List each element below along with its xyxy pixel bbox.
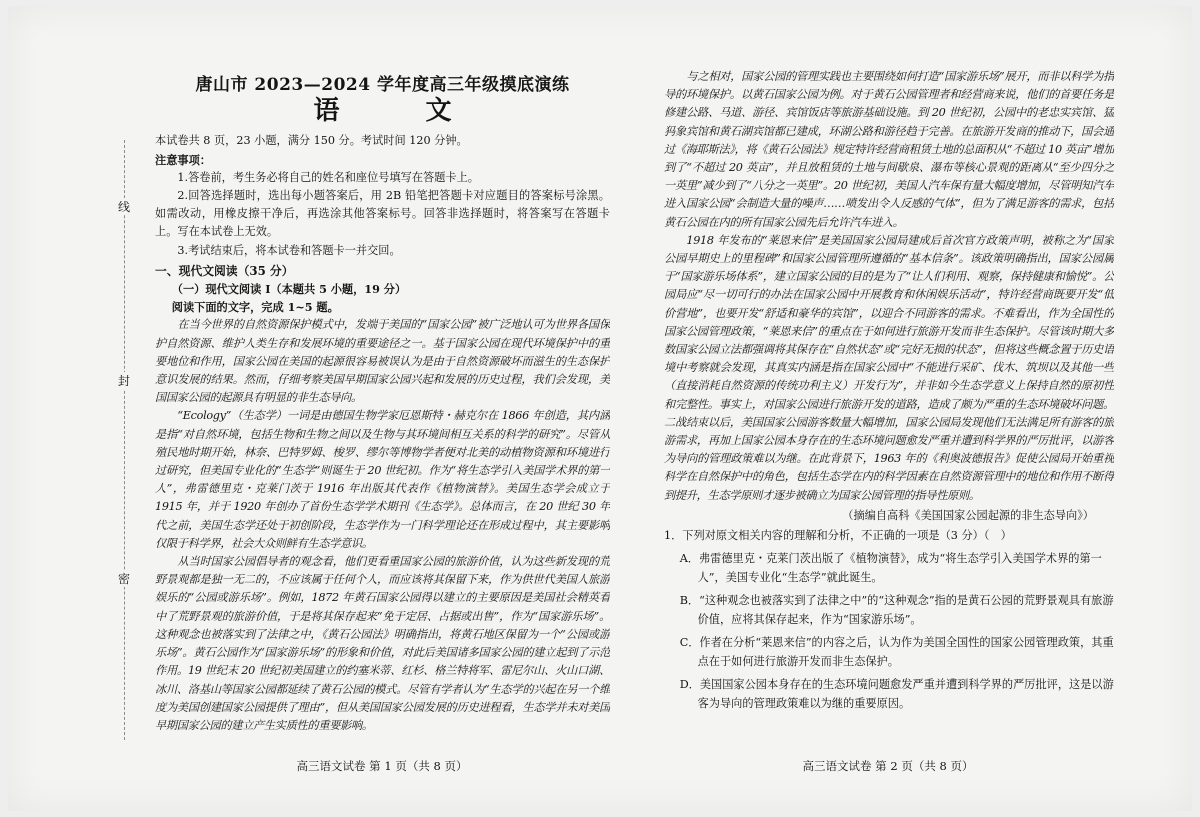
subject-title: 语 文 (313, 96, 482, 127)
page-1 (155, 70, 610, 780)
passage-paragraph: 在当今世界的自然资源保护模式中，发端于美国的“国家公园”被广泛地认可为世界各国保护自然资源、维护人类生存和发展环境的重要途径之一。基于国家公园在现代环境保护中的重要地位和作用，国家公园在美国的起源很容易被误认为是由于自然资源破坏而滋生的生态保护意识发展的结果。然而，仔细考察美国早期国家公园兴起和发展的历史过程，我们会发现，美国国家公园的起源具有明显的非生态导向。 (155, 318, 610, 405)
passage-paragraph: 1918 年发布的“莱恩来信”是美国国家公园局建成后首次官方政策声明，被称之为“国家公园早期史上的里程碑”和国家公园管理所遵循的“基本信条”。该政策明确指出，国家公园属于“国家游乐场体系”，建立国家公园的目的是为了“让人们利用、观察，保持健康和愉悦”。公园局应“尽一切可行的办法在国家公园中开展教育和休闲娱乐活动”，特许经营商既要开发“低价营地”，也要开发“舒适和豪华的宾馆”，以迎合不同游客的需求。不难看出，作为全国性的国家公园管理政策，“莱恩来信”的重点在于如何进行旅游开发而非生态保护。尽管该时期大多数国家公园立法都强调将其保存在“自然状态”或“完好无损的状态”，但将这些概念置于历史语境中考察就会发现，其真实内涵是指在国家公园中“不能进行采矿、伐木、筑坝以及其他一些（直接消耗自然资源的传统功利主义）开发行为”，并非如今生态学意义上保持自然的原初性和完整性。事实上，对国家公园进行旅游开发的道路，造成了颇为严重的生态环境破坏问题。二战结束以后，美国国家公园游客数量大幅增加，国家公园局发现他们无法满足所有游客的旅游需求，再加上国家公园本身存在的生态环境问题愈发严重并遭到科学界的严厉批评，以游客为导向的管理政策难以为继。在此背景下，1963 年的《利奥波德报告》促使公园局开始重视科学在自然保护中的角色，包括生态学在内的科学因素在自然资源管理中的地位和作用不断得到提升，生态学原则才逐步被确立为国家公园管理的指导性原则。 (664, 233, 1114, 502)
instruction-item: 1.答卷前，考生务必将自己的姓名和座位号填写在答题卡上。 (177, 170, 479, 184)
passage-source: （摘编自高科《美国国家公园起源的非生态导向》） (842, 508, 1094, 522)
instruction-item: 2.回答选择题时，选出每小题答案后，用 2B 铅笔把答题卡对应题目的答案标号涂黑。如需改动，用橡皮擦干净后，再选涂其他答案标号。回答非选择题时，将答案写在答题卡上。写在本试卷上无效。 (155, 189, 610, 239)
exam-title: 唐山市 2023—2024 学年度高三年级摸底演练 (195, 75, 570, 95)
binding-label-seal: 封 (117, 374, 130, 388)
option-c: C．作者在分析“莱恩来信”的内容之后，认为作为美国全国性的国家公园管理政策，其重点在于如何进行旅游开发而非生态保护。 (679, 636, 1114, 669)
instruction-item: 3.考试结束后，将本试卷和答题卡一并交回。 (177, 243, 401, 257)
passage-paragraph: 从当时国家公园倡导者的观念看，他们更看重国家公园的旅游价值，认为这些新发现的荒野景观都是独一无二的，不应该属于任何个人，而应该将其保留下来，作为供世代美国人旅游娱乐的“公园或游乐场”。例如，1872 年黄石国家公园得以建立的主要原因是美国社会精英看中了荒野景观的旅游价值，于是将其保存起来“免于定居、占据或出售”，作为“国家游乐场”。这种观念也被落实到了法律之中，《黄石公园法》明确指出，将黄石地区保留为一个“公园或游乐场”。黄石公园作为“国家游乐场”的形象和价值，对此后美国诸多国家公园的建立起到了示范作用。19 世纪末 20 世纪初美国建立的约塞米蒂、红杉、格兰特将军、雷尼尔山、火山口湖、冰川、洛基山等国家公园都延续了黄石公园的模式。尽管有学者认为“生态学的兴起在另一个维度为美国创建国家公园提供了理由”，但从美国国家公园发展的历史进程看，生态学并未对美国早期国家公园的建立产生实质性的重要影响。 (155, 555, 610, 732)
instructions-heading: 注意事项： (155, 152, 211, 167)
option-d: D．美国国家公园本身存在的生态环境问题愈发严重并遭到科学界的严厉批评，这是以游客为导向的管理政策难以为继的重要原因。 (679, 678, 1114, 711)
option-a: A．弗雷德里克・克莱门茨出版了《植物演替》，成为“将生态学引入美国学术界的第一人”，美国专业化“生态学”就此诞生。 (679, 552, 1102, 585)
page-1-footer: 高三语文试卷 第 1 页（共 8 页） (296, 759, 468, 773)
exam-summary: 本试卷共 8 页，23 小题，满分 150 分。考试时间 120 分钟。 (155, 134, 468, 148)
section-title: 一、现代文阅读（35 分） (155, 263, 294, 278)
binding-label-secret: 密 (117, 572, 130, 586)
question-stem: 1．下列对原文相关内容的理解和分析，不正确的一项是（3 分）（ ） (664, 529, 1012, 543)
binding-label-line: 线 (117, 200, 130, 214)
page-2-footer: 高三语文试卷 第 2 页（共 8 页） (802, 759, 974, 773)
reading-prompt: 阅读下面的文字，完成 1~5 题。 (171, 300, 339, 315)
subsection-title: （一）现代文阅读 I（本题共 5 小题，19 分） (171, 282, 407, 297)
passage-paragraph: 与之相对，国家公园的管理实践也主要围绕如何打造“国家游乐场”展开，而非以科学为指导的环境保护。以黄石国家公园为例。对于黄石公园管理者和经营商来说，他们的首要任务是修建公路、马道、游径、宾馆饭店等旅游基础设施。到 20 世纪初，公园中的老忠实宾馆、猛犸象宾馆和黄石湖宾馆都已建成，环湖公路和游径趋于完善。在旅游开发商的推动下，国会通过《海耶斯法》，将《黄石公园法》规定特许经营商租赁土地的总面积从“不超过 10 英亩”增加到了“不超过 20 英亩”，并且放租赁的土地与间歇泉、瀑布等核心景观的距离从“至少四分之一英里”减少到了“八分之一英里”。20 世纪初，美国人汽车保有量大幅度增加，尽管明知汽车进入国家公园“会制造大量的噪声……喷发出令人反感的气体”，但为了满足游客的需求，包括黄石公园在内的所有国家公园先后允许汽车进入。 (664, 70, 1114, 229)
option-b: B．“这种观念也被落实到了法律之中”的“这种观念”指的是黄石公园的荒野景观具有旅游价值，应将其保存起来，作为“国家游乐场”。 (679, 594, 1114, 627)
page-2 (664, 68, 1114, 778)
binding-line (124, 140, 125, 740)
passage-paragraph: “Ecology”（生态学）一词是由德国生物学家厄恩斯特・赫克尔在 1866 年创造，其内涵是指“对自然环境，包括生物和生物之间以及生物与其环境间相互关系的科学的研究”。尽管从殖民地时期开始，林奈、巴特罗姆、梭罗、缪尔等博物学者便对北美的动植物资源和环境进行过研究，但美国专业化的“生态学”则诞生于 20 世纪初。作为“将生态学引入美国学术界的第一人”，弗雷德里克・克莱门茨于 1916 年出版其代表作《植物演替》。美国生态学会成立于 1915 年，并于 1920 年创办了首份生态学学术期刊《生态学》。总体而言，在 20 世纪 30 年代之前，美国生态学还处于初创阶段，生态学作为一门科学理论还在形成过程中，其主要影响仅限于科学界，社会大众则鲜有生态学意识。 (155, 409, 610, 550)
